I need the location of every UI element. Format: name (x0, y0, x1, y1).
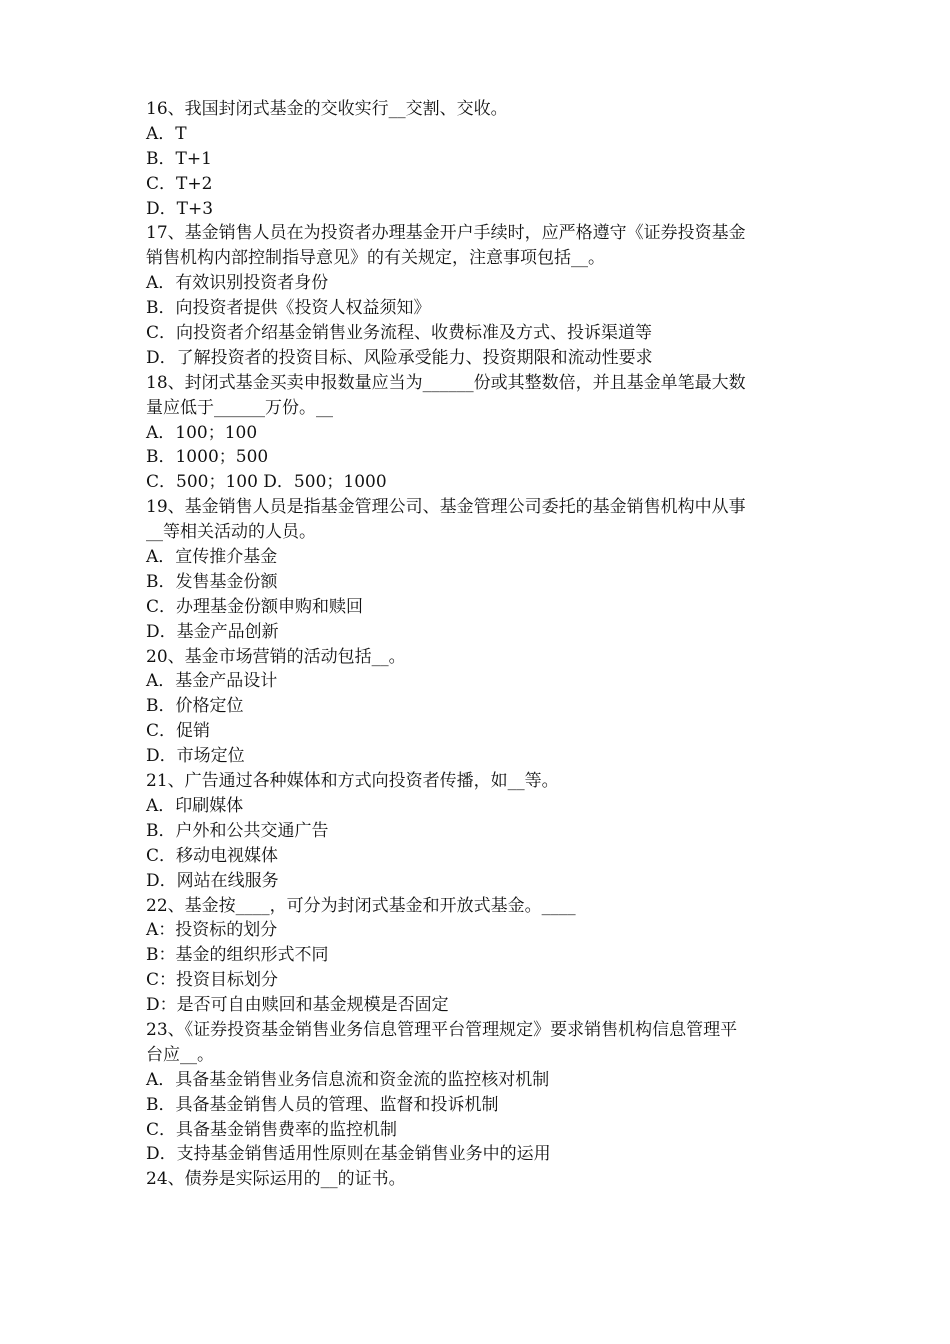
q20-option-c: C．促销 (146, 721, 211, 742)
q18-stem-line1: 18、封闭式基金买卖申报数量应当为______份或其整数倍，并且基金单笔最大数 (146, 372, 746, 393)
q16-option-b: B．T+1 (146, 148, 212, 169)
q18-option-a: A．100；100 (146, 422, 258, 443)
q19-stem-line1: 19、基金销售人员是指基金管理公司、基金管理公司委托的基金销售机构中从事 (146, 497, 746, 518)
q17-stem-line2: 销售机构内部控制指导意见》的有关规定，注意事项包括__。 (146, 248, 605, 269)
q18-stem-line2: 量应低于______万份。__ (146, 397, 333, 418)
q16-option-c: C．T+2 (146, 173, 213, 194)
q23-stem-line1: 23、《证券投资基金销售业务信息管理平台管理规定》要求销售机构信息管理平 (146, 1019, 738, 1040)
q22-option-b: B：基金的组织形式不同 (146, 945, 329, 966)
q17-option-d: D．了解投资者的投资目标、风险承受能力、投资期限和流动性要求 (146, 347, 653, 368)
q19-option-d: D．基金产品创新 (146, 621, 279, 642)
q20-option-a: A．基金产品设计 (146, 671, 278, 692)
q22-stem: 22、基金按____，可分为封闭式基金和开放式基金。____ (146, 895, 576, 916)
q21-option-b: B．户外和公共交通广告 (146, 820, 329, 841)
q21-option-a: A．印刷媒体 (146, 795, 244, 816)
q23-option-c: C．具备基金销售费率的监控机制 (146, 1119, 398, 1140)
q16-stem: 16、我国封闭式基金的交收实行__交割、交收。 (146, 99, 508, 119)
q20-stem: 20、基金市场营销的活动包括__。 (146, 646, 406, 667)
q21-stem: 21、广告通过各种媒体和方式向投资者传播，如__等。 (146, 771, 559, 792)
q19-stem-line2: __等相关活动的人员。 (146, 522, 316, 543)
q17-option-b: B．向投资者提供《投资人权益须知》 (146, 298, 431, 319)
q19-option-a: A．宣传推介基金 (146, 547, 278, 568)
q17-option-c: C．向投资者介绍基金销售业务流程、收费标准及方式、投诉渠道等 (146, 323, 653, 344)
q22-option-a: A：投资标的划分 (146, 920, 278, 941)
q23-option-a: A．具备基金销售业务信息流和资金流的监控核对机制 (146, 1069, 550, 1090)
q22-option-c: C：投资目标划分 (146, 970, 279, 991)
q19-option-c: C．办理基金份额申购和赎回 (146, 596, 364, 617)
q16-option-d: D．T+3 (146, 198, 214, 219)
q23-stem-line2: 台应__。 (146, 1044, 214, 1065)
q19-option-b: B．发售基金份额 (146, 571, 278, 592)
q18-option-c-d: C．500；100 D．500；1000 (146, 472, 387, 493)
q22-option-d: D：是否可自由赎回和基金规模是否固定 (146, 995, 449, 1016)
q24-stem: 24、债券是实际运用的__的证书。 (146, 1169, 406, 1190)
q21-option-d: D．网站在线服务 (146, 870, 279, 891)
q21-option-c: C．移动电视媒体 (146, 845, 279, 866)
q18-option-b: B．1000；500 (146, 447, 269, 468)
q23-option-b: B．具备基金销售人员的管理、监督和投诉机制 (146, 1094, 499, 1115)
q23-option-d: D．支持基金销售适用性原则在基金销售业务中的运用 (146, 1144, 551, 1165)
q17-stem-line1: 17、基金销售人员在为投资者办理基金开户手续时，应严格遵守《证券投资基金 (146, 223, 746, 244)
q20-option-b: B．价格定位 (146, 696, 244, 717)
q16-option-a: A．T (146, 123, 187, 144)
document-page (146, 97, 816, 1192)
q20-option-d: D．市场定位 (146, 746, 245, 767)
q17-option-a: A．有效识别投资者身份 (146, 273, 329, 294)
